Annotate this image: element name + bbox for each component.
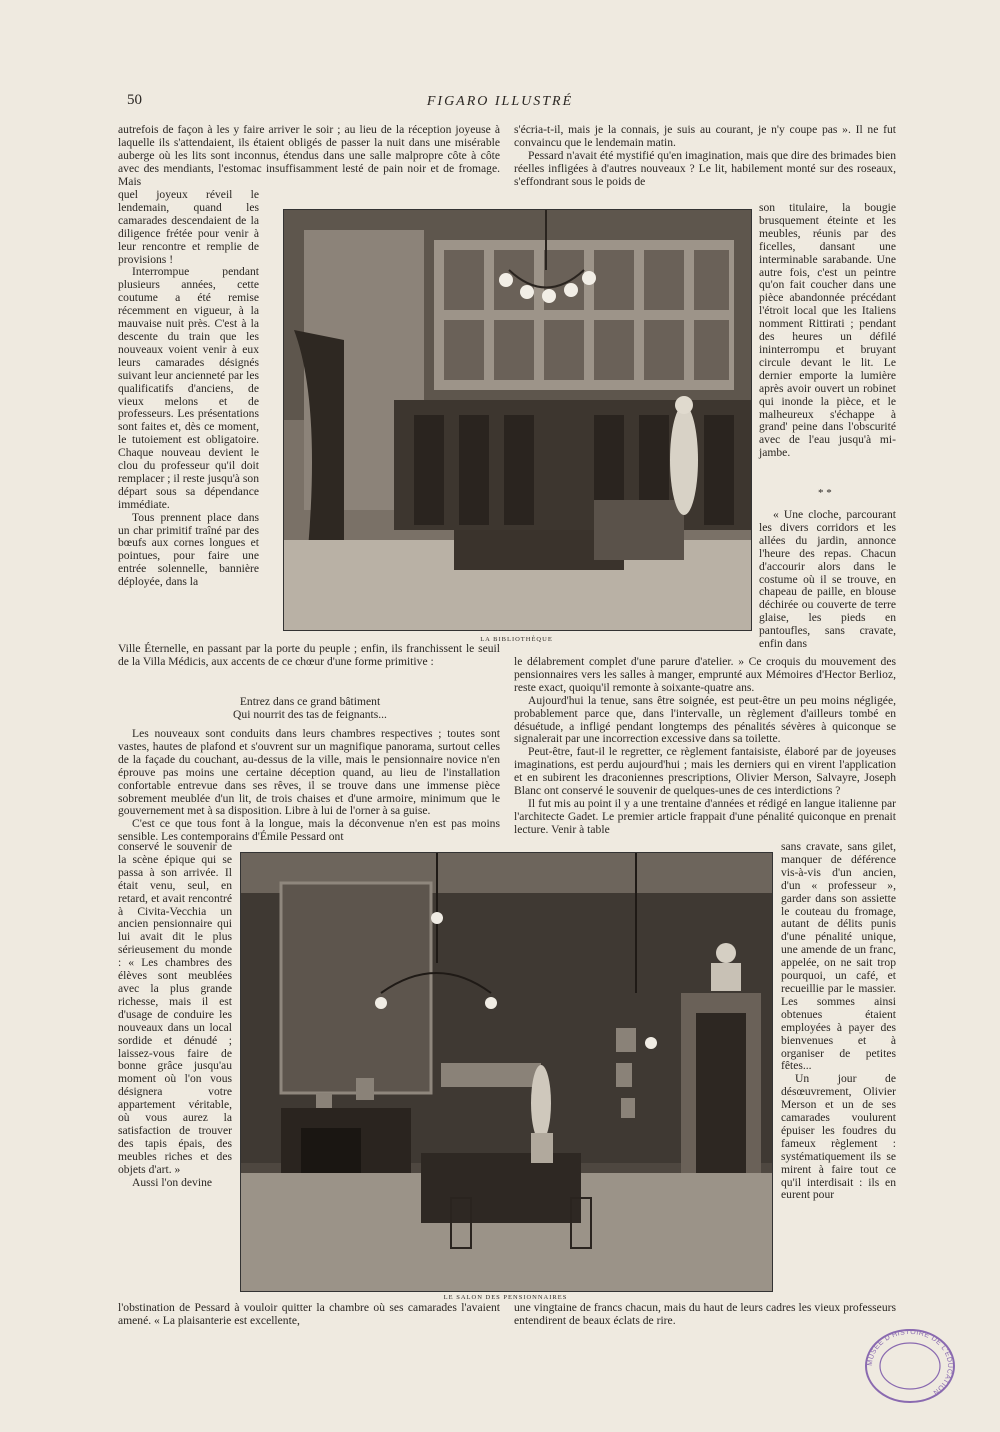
column-narrow-left (118, 189, 259, 589)
paragraph: Pessard n'avait été mystifié qu'en imagination, mais que dire des brimades bien réelles infligées à d'autres nouveaux ? Le lit, habilement monté sur des roseaux, s'effondrant sous le poids de (514, 148, 896, 188)
library-photo (283, 209, 752, 631)
column-narrow-right-bottom (781, 841, 896, 1202)
column-narrow-right-2 (759, 509, 896, 651)
paragraph (759, 202, 896, 460)
paragraph: conservé le souvenir de la scène épique qui se passa à son arrivée. Il était venu, seul, en retard, et avait rencontré à Civita-Vecchia un ancien pensionnaire qui lui avait dit le plus sérieusement du monde : « Les chambres des élèves sont meublées avec la plus grande richesse, mais il est d'usage de conduire les nouveaux dans un local sordide et dénudé ; laissez-vous faire de bonne grâce jusqu'au moment où l'on vous désignera votre appartement véritable, où vous aurez la satisfaction de trouver des tapis épais, des meubles riches et des objets d'art. » (118, 840, 232, 1176)
paragraph: Aussi l'on devine (132, 1175, 213, 1189)
library-illustration (284, 210, 751, 630)
section-break-stars: * * (818, 487, 832, 499)
paragraph: Un jour de désœuvrement, Olivier Merson et un de ses camarades voulurent épuiser les foudres du fameux règlement : systématiquement ils se mirent à faire tout ce qu'il interdisait : ils en eurent pour (781, 1072, 896, 1202)
paragraph: Aujourd'hui la tenue, sans être soignée, est peut-être un peu moins négligée, probablement parce que, dans l'intervalle, un règlement d'ailleurs tombé en désuétude, a infligé pendant longtemps des pénalités sévères à quiconque se signalerait par une incorrection excessive dans sa toilette. (514, 693, 896, 746)
paragraph: sans cravate, sans gilet, manquer de déférence vis-à-vis d'un ancien, d'un « professeur », garder dans son assiette le couteau du fromage, autant de délits punis d'une pénalité unique, une amende de un franc, appelée, on ne sait trop pourquoi, un café, et recueillie par le massier. Les sommes ainsi obtenues étaient employées à payer des bienvenues et à organiser de petites fêtes... (781, 840, 896, 1073)
paragraph: l'obstination de Pessard à vouloir quitter la chambre où ses camarades l'avaient amené. « La plaisanterie est excellente, (118, 1301, 500, 1327)
paragraph: « Une cloche, parcourant les divers corridors et les allées du jardin, annonce l'heure des repas. Chacun d'accourir alors dans le costume où il se trouve, en chapeau de paille, en blouse déchirée ou couverte de terre glaise, les pieds en pantoufles, sans cravate, enfin dans (759, 508, 896, 651)
column-bottom-right (514, 1302, 896, 1328)
paragraph: une vingtaine de francs chacun, mais du haut de leurs cadres les vieux professeurs entendirent de beaux éclats de rire. (514, 1301, 896, 1327)
library-caption: LA BIBLIOTHÈQUE (480, 636, 553, 643)
salon-caption: LE SALON DES PENSIONNAIRES (443, 1294, 568, 1301)
column-top-right (514, 124, 896, 189)
salon-photo (240, 852, 773, 1292)
verse-line: Qui nourrit des tas de feignants... (233, 708, 387, 721)
salon-illustration (241, 853, 772, 1291)
page-number: 50 (127, 92, 142, 108)
column-right-mid (514, 656, 896, 837)
text-run: son titulaire, la bougie brusquement éteinte et les meubles, réunis par des ficelles, dansant une interminable sarabande. Une autre fois, c'est un peintre qu'on fait coucher dans une pièce abandonnée précédant l'étroit local que les Italiens nomment Rittirati ; pendant des heures un défilé ininterrompu et bruyant circule devant le lit. Le dernier emporte la lumière après avoir ouvert un robinet qui inonde la pièce, et le malheureux s'échappe à grand' peine dans l'obscurité avec de l'eau jusqu'à mi-jambe. (759, 201, 896, 460)
column-bottom-left (118, 1302, 500, 1328)
column-narrow-left-bottom (118, 841, 232, 1189)
paragraph: Les nouveaux sont conduits dans leurs chambres respectives ; toutes sont vastes, hautes de plafond et s'ouvrent sur un magnifique panorama, surtout celles de la façade du couchant, au-dessus de la ville, mais le pensionnaire novice n'en éprouve pas moins une certaine déception quand, au lieu de l'installation confortable entrevue dans ses rêves, il se trouve dans une immense pièce sobrement meublée d'un lit, de trois chaises et d'une armoire, minimum que le gouvernement met à sa disposition. Libre à lui de l'orner à sa guise. (118, 727, 500, 818)
stamp-text: MUSÉE D'HISTOIRE DE L'ÉDUCATION (866, 1328, 954, 1396)
paragraph: Peut-être, faut-il le regretter, ce règlement fantaisiste, élaboré par de joyeuses imaginations, est perdu aujourd'hui ; mais les derniers qui en virent l'application et en subirent les draconiennes prescriptions, Olivier Merson, Salvayre, Joseph Blanc ont conservé le souvenir de quelques-unes de ces interdictions ? (514, 745, 896, 798)
column-left-lower (118, 728, 500, 844)
column-top-left (118, 124, 500, 189)
verse (120, 695, 500, 721)
paragraph: Il fut mis au point il y a une trentaine d'années et rédigé en langue italienne par l'architecte Gadet. Le premier article frappait d'une pénalité quiconque en prenait lecture. Venir à table (514, 796, 896, 836)
paragraph: le délabrement complet d'une parure d'atelier. » Ce croquis du mouvement des pensionnaires vers les salles à manger, emprunté aux Mémoires d'Hector Berlioz, reste exact, quoiqu'il remonte à soixante-quatre ans. (514, 655, 896, 694)
verse-line: Entrez dans ce grand bâtiment (239, 695, 381, 708)
column-narrow-right (759, 202, 896, 460)
column-left-mid (118, 643, 500, 669)
paragraph: Tous prennent place dans un char primitif traîné par des bœufs aux cornes longues et pointues, pour faire une entrée solennelle, bannière déployée, dans la (118, 510, 259, 589)
paragraph: s'écria-t-il, mais je la connais, je suis au courant, je n'y coupe pas ». Il ne fut convaincu que le lendemain matin. (514, 123, 896, 149)
paragraph: autrefois de façon à les y faire arriver le soir ; au lieu de la réception joyeuse à laquelle ils s'attendaient, ils étaient obligés de passer la nuit dans une misérable auberge où les lits sont inconnus, étendus dans une salle malpropre côte à côte avec des mendiants, l'estomac insuffisamment lesté de pain noir et de fromage. Mais (118, 123, 500, 188)
paragraph: C'est ce que tous font à la longue, mais la déconvenue n'en est pas moins sensible. Les contemporains d'Émile Pessard ont (118, 817, 500, 844)
paragraph: Ville Éternelle, en passant par la porte du peuple ; enfin, ils franchissent le seuil de la Villa Médicis, aux accents de ce chœur d'une forme primitive : (118, 642, 500, 668)
paragraph: Interrompue pendant plusieurs années, cette coutume a été remise récemment en vigueur, à la mauvaise nuit près. C'est à la descente du train que les nouveaux voient venir à eux leurs camarades désignés suivant leur ancienneté par les qualificatifs d'anciens, de vieux melons et de professeurs. Les présentations sont faites et, dès ce moment, le tutoiement est obligatoire. Chaque nouveau devient le clou du professeur qu'il doit remplacer ; il reste jusqu'à son départ sous sa dépendance immédiate. (118, 265, 259, 511)
museum-stamp (862, 1326, 958, 1404)
running-head: FIGARO ILLUSTRÉ (426, 94, 574, 109)
paragraph: quel joyeux réveil le lendemain, quand les camarades descendaient de la diligence frétée pour venir à leur rencontre et remplie de provisions ! (118, 188, 259, 266)
